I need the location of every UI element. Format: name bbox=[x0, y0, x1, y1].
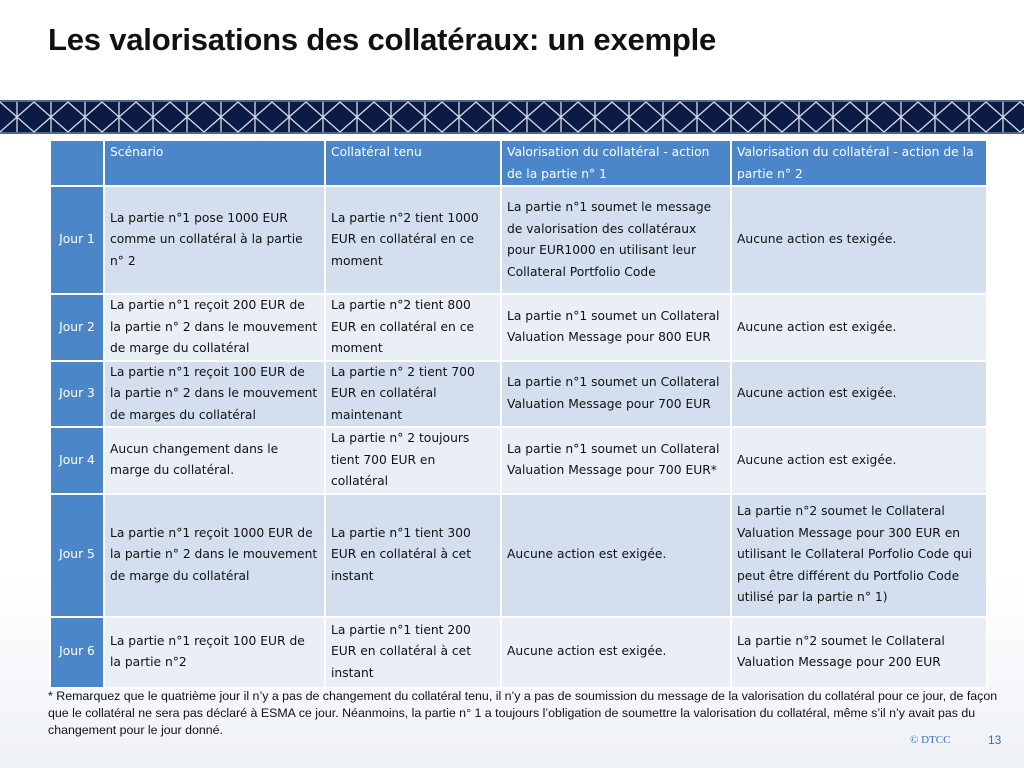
decorative-truss-band bbox=[0, 100, 1024, 134]
table-row bbox=[50, 361, 987, 428]
table-row bbox=[50, 617, 987, 688]
table-row bbox=[50, 494, 987, 617]
collateral-held-cell: La partie n° 2 toujours tient 700 EUR en collatéral bbox=[325, 427, 501, 494]
day-label: Jour 4 bbox=[50, 427, 104, 494]
party-1-action-cell: La partie n°1 soumet le message de valorisation des collatéraux pour EUR1000 en utilisant leur Collateral Portfolio Code bbox=[501, 186, 731, 294]
header-valuation-party-1: Valorisation du collatéral - action de la partie n° 1 bbox=[501, 140, 731, 186]
party-1-action-cell: Aucune action est exigée. bbox=[501, 617, 731, 688]
scenario-cell: La partie n°1 reçoit 100 EUR de la partie n°2 bbox=[104, 617, 325, 688]
table-row bbox=[50, 427, 987, 494]
party-1-action-cell: La partie n°1 soumet un Collateral Valuation Message pour 700 EUR* bbox=[501, 427, 731, 494]
slide-title: Les valorisations des collatéraux: un exemple bbox=[48, 22, 717, 57]
header-corner bbox=[50, 140, 104, 186]
party-1-action-cell: La partie n°1 soumet un Collateral Valuation Message pour 700 EUR bbox=[501, 361, 731, 428]
table-row bbox=[50, 186, 987, 294]
day-label: Jour 2 bbox=[50, 294, 104, 361]
header-valuation-party-2: Valorisation du collatéral - action de la partie n° 2 bbox=[731, 140, 987, 186]
day-label: Jour 6 bbox=[50, 617, 104, 688]
page-number: 13 bbox=[988, 733, 1002, 747]
scenario-cell: Aucun changement dans le marge du collatéral. bbox=[104, 427, 325, 494]
header-scenario: Scénario bbox=[104, 140, 325, 186]
party-2-action-cell: La partie n°2 soumet le Collateral Valuation Message pour 300 EUR en utilisant le Collateral Porfolio Code qui peut être différent du Portfolio Code utilisé par la partie n° 1) bbox=[731, 494, 987, 617]
scenario-cell: La partie n°1 reçoit 200 EUR de la partie n° 2 dans le mouvement de marge du collatéral bbox=[104, 294, 325, 361]
scenario-cell: La partie n°1 reçoit 1000 EUR de la partie n° 2 dans le mouvement de marge du collatéral bbox=[104, 494, 325, 617]
party-1-action-cell: La partie n°1 soumet un Collateral Valuation Message pour 800 EUR bbox=[501, 294, 731, 361]
day-label: Jour 3 bbox=[50, 361, 104, 428]
footnote: * Remarquez que le quatrième jour il n’y a pas de changement du collatéral tenu, il n’y a pas de soumission du message de la valorisation du collatéral pour ce jour, de façon que le collatéral ne sera pas déclaré à ESMA ce jour. Néanmoins, la partie n° 1 a toujours l’obligation de soumettre la valorisation du collatéral, même s’il n’y avait pas du changement pour le jour donné. bbox=[48, 689, 998, 737]
collateral-held-cell: La partie n°2 tient 800 EUR en collatéral en ce moment bbox=[325, 294, 501, 361]
party-2-action-cell: La partie n°2 soumet le Collateral Valuation Message pour 200 EUR bbox=[731, 617, 987, 688]
party-1-action-cell: Aucune action est exigée. bbox=[501, 494, 731, 617]
collateral-held-cell: La partie n°1 tient 300 EUR en collatéral à cet instant bbox=[325, 494, 501, 617]
collateral-held-cell: La partie n°2 tient 1000 EUR en collatéral en ce moment bbox=[325, 186, 501, 294]
collateral-valuation-table bbox=[49, 139, 988, 689]
day-label: Jour 1 bbox=[50, 186, 104, 294]
table-header-row bbox=[50, 140, 987, 186]
header-collateral-held: Collatéral tenu bbox=[325, 140, 501, 186]
party-2-action-cell: Aucune action est exigée. bbox=[731, 361, 987, 428]
party-2-action-cell: Aucune action est exigée. bbox=[731, 294, 987, 361]
day-label: Jour 5 bbox=[50, 494, 104, 617]
copyright-label: © DTCC bbox=[910, 734, 951, 746]
collateral-held-cell: La partie n° 2 tient 700 EUR en collatéral maintenant bbox=[325, 361, 501, 428]
collateral-held-cell: La partie n°1 tient 200 EUR en collatéral à cet instant bbox=[325, 617, 501, 688]
scenario-cell: La partie n°1 reçoit 100 EUR de la partie n° 2 dans le mouvement de marges du collatéral bbox=[104, 361, 325, 428]
party-2-action-cell: Aucune action est exigée. bbox=[731, 427, 987, 494]
party-2-action-cell: Aucune action es texigée. bbox=[731, 186, 987, 294]
table-row bbox=[50, 294, 987, 361]
scenario-cell: La partie n°1 pose 1000 EUR comme un collatéral à la partie n° 2 bbox=[104, 186, 325, 294]
